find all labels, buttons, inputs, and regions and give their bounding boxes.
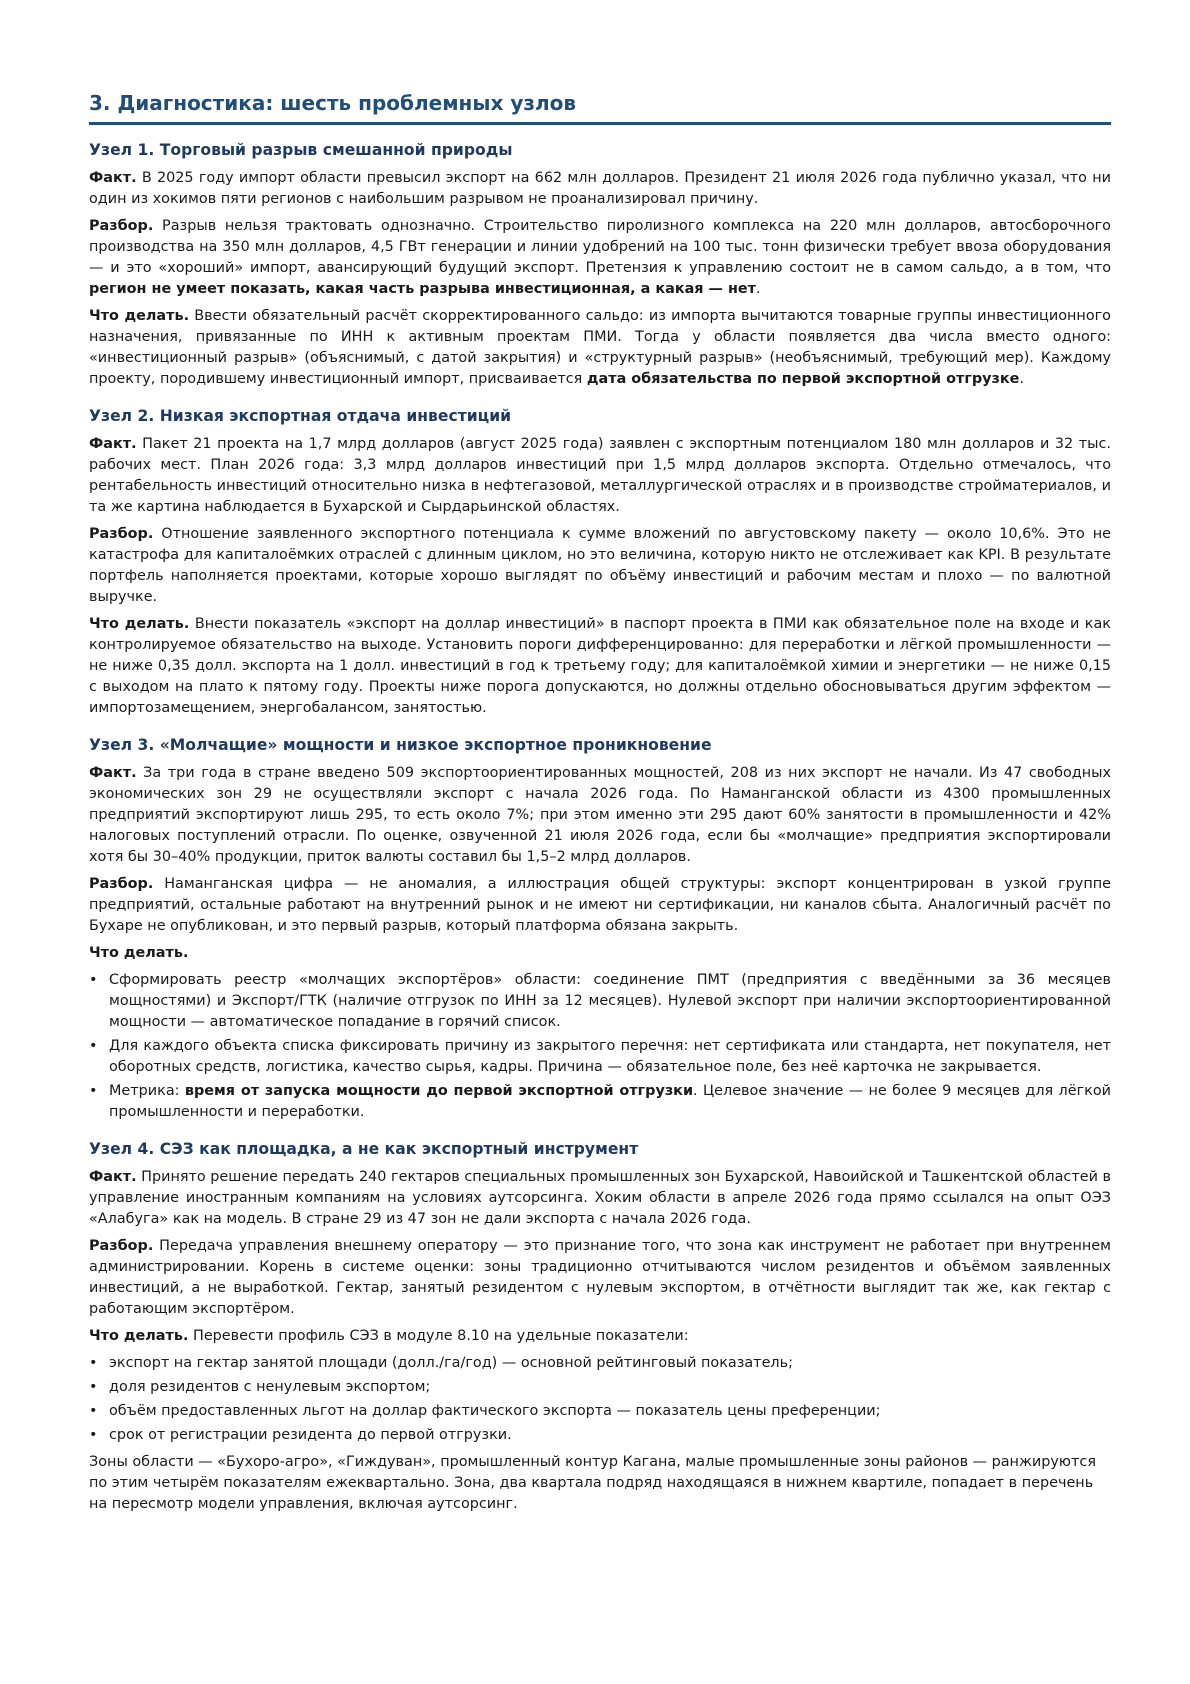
todo-label: Что делать. bbox=[89, 616, 190, 632]
section-title: 3. Диагностика: шесть проблемных узлов bbox=[89, 88, 1111, 125]
todo-label: Что делать. bbox=[89, 945, 189, 961]
list-item: • экспорт на гектар занятой площади (долл./га/год) — основной рейтинговый показатель; bbox=[109, 1353, 1111, 1374]
analysis-text: Передача управления внешнему оператору — это признание того, что зона как инструмент не работает при внутреннем администрировании. Корень в системе оценки: зоны традиционно отчитываются числом резидентов и объёмом заявленных инвестиций, а не выработкой. Гектар, занятый резидентом с нулевым экспортом, в отчётности выглядит так же, как гектар с работающим экспортёром. bbox=[89, 1238, 1111, 1317]
node-1-title: Узел 1. Торговый разрыв смешанной природы bbox=[89, 141, 513, 159]
node-3-fact bbox=[89, 763, 1111, 868]
analysis-emphasis: регион не умеет показать, какая часть разрыва инвестиционная, а какая — нет bbox=[89, 281, 756, 297]
todo-label: Что делать. bbox=[89, 308, 190, 324]
node-2 bbox=[89, 405, 1111, 719]
list-item: • доля резидентов с ненулевым экспортом; bbox=[109, 1377, 1111, 1398]
node-1 bbox=[89, 139, 1111, 390]
node-3-bullets bbox=[89, 970, 1111, 1123]
list-item: • срок от регистрации резидента до первой отгрузки. bbox=[109, 1425, 1111, 1446]
node-1-analysis bbox=[89, 216, 1111, 300]
node-1-fact bbox=[89, 168, 1111, 210]
analysis-label: Разбор. bbox=[89, 218, 154, 234]
fact-label: Факт. bbox=[89, 1169, 137, 1185]
fact-text: Пакет 21 проекта на 1,7 млрд долларов (август 2025 года) заявлен с экспортным потенциалом 180 млн долларов и 32 тыс. рабочих мест. План 2026 года: 3,3 млрд долларов инвестиций при 1,5 млрд долларов экспорта. Отдельно отмечалось, что рентабельность инвестиций относительно низка в нефтегазовой, металлургической отраслях и в производстве стройматериалов, и та же картина наблюдается в Бухарской и Сырдарьинской областях. bbox=[89, 436, 1111, 515]
node-3-title: Узел 3. «Молчащие» мощности и низкое экспортное проникновение bbox=[89, 736, 712, 754]
todo-text: Перевести профиль СЭЗ в модуле 8.10 на удельные показатели: bbox=[188, 1328, 689, 1344]
node-2-analysis bbox=[89, 524, 1111, 608]
analysis-label: Разбор. bbox=[89, 876, 154, 892]
metric-prefix: Метрика: bbox=[109, 1083, 185, 1099]
todo-text: Внести показатель «экспорт на доллар инвестиций» в паспорт проекта в ПМИ как обязательное поле на входе и как контролируемое обязательство на выходе. Установить пороги дифференцированно: для переработки и лёгкой промышленности — не ниже 0,35 долл. экспорта на 1 долл. инвестиций в год к третьему году; для капиталоёмкой химии и энергетики — не ниже 0,15 с выходом на плато к пятому году. Проекты ниже порога допускаются, но должны отдельно обосновываться другим эффектом — импортозамещением, энергобалансом, занятостью. bbox=[89, 616, 1111, 716]
todo-text: Ввести обязательный расчёт скорректированного сальдо: из импорта вычитаются товарные группы инвестиционного назначения, привязанные по ИНН к активным проектам ПМИ. Тогда у области появляется два числа вместо одного: «инвестиционный разрыв» (объяснимый, с датой закрытия) и «структурный разрыв» (необъяснимый, требующий мер). Каждому проекту, породившему инвестиционный импорт, присваивается bbox=[89, 308, 1111, 387]
node-3-todo-heading bbox=[89, 943, 1111, 964]
node-1-todo bbox=[89, 306, 1111, 390]
node-3 bbox=[89, 734, 1111, 1123]
fact-label: Факт. bbox=[89, 765, 137, 781]
list-item: • Для каждого объекта списка фиксировать причину из закрытого перечня: нет сертификата или стандарта, нет покупателя, нет оборотных средств, логистика, качество сырья, кадры. Причина — обязательное поле, без неё карточка не закрывается. bbox=[109, 1036, 1111, 1078]
analysis-label: Разбор. bbox=[89, 526, 154, 542]
node-2-title: Узел 2. Низкая экспортная отдача инвестиций bbox=[89, 407, 512, 425]
node-4 bbox=[89, 1138, 1111, 1515]
analysis-text-end: . bbox=[756, 281, 761, 297]
node-4-title: Узел 4. СЭЗ как площадка, а не как экспортный инструмент bbox=[89, 1140, 639, 1158]
node-3-analysis bbox=[89, 874, 1111, 937]
node-2-fact bbox=[89, 434, 1111, 518]
fact-label: Факт. bbox=[89, 436, 137, 452]
analysis-text: Отношение заявленного экспортного потенциала к сумме вложений по августовскому пакету — около 10,6%. Это не катастрофа для капиталоёмких отраслей с длинным циклом, но это величина, которую никто не отслеживает как KPI. В результате портфель наполняется проектами, которые хорошо выглядят по объёму инвестиций и рабочим местам и плохо — по валютной выручке. bbox=[89, 526, 1111, 605]
list-item-metric bbox=[109, 1081, 1111, 1123]
todo-label: Что делать. bbox=[89, 1328, 189, 1344]
node-4-bullets bbox=[89, 1353, 1111, 1446]
node-4-todo bbox=[89, 1326, 1111, 1347]
analysis-text: Наманганская цифра — не аномалия, а иллюстрация общей структуры: экспорт концентрирован в узкой группе предприятий, остальные работают на внутренний рынок и не имеют ни сертификации, ни каналов сбыта. Аналогичный расчёт по Бухаре не опубликован, и это первый разрыв, который платформа обязана закрыть. bbox=[89, 876, 1111, 934]
list-item: • Сформировать реестр «молчащих экспортёров» области: соединение ПМТ (предприятия с введёнными за 36 месяцев мощностями) и Экспорт/ГТК (наличие отгрузок по ИНН за 12 месяцев). Нулевой экспорт при наличии экспортоориентированной мощности — автоматическое попадание в горячий список. bbox=[109, 970, 1111, 1033]
node-4-closing: Зоны области — «Бухоро-агро», «Гиждуван», промышленный контур Кагана, малые промышленные зоны районов — ранжируются по этим четырём показателям ежеквартально. Зона, два квартала подряд находящаяся в нижнем квартиле, попадает в перечень на пересмотр модели управления, включая аутсорсинг. bbox=[89, 1454, 1096, 1512]
metric-suffix: . Целевое значение — не более 9 месяцев для лёгкой промышленности и переработки. bbox=[109, 1083, 1112, 1120]
metric-emphasis: время от запуска мощности до первой экспортной отгрузки bbox=[184, 1083, 694, 1099]
fact-text: За три года в стране введено 509 экспортоориентированных мощностей, 208 из них экспорт не начали. Из 47 свободных экономических зон 29 не осуществляли экспорт с начала 2026 года. По Наманганской области из 4300 промышленных предприятий экспортируют лишь 295, то есть около 7%; при этом именно эти 295 дают 60% занятости в промышленности и 42% налоговых поступлений отрасли. По оценке, озвученной 21 июля 2026 года, если бы «молчащие» предприятия экспортировали хотя бы 30–40% продукции, приток валюты составил бы 1,5–2 млрд долларов. bbox=[89, 765, 1111, 865]
node-4-fact bbox=[89, 1167, 1111, 1230]
fact-text: В 2025 году импорт области превысил экспорт на 662 млн долларов. Президент 21 июля 2026 года публично указал, что ни один из хокимов пяти регионов с наибольшим разрывом не проанализировал причину. bbox=[89, 170, 1111, 207]
fact-text: Принято решение передать 240 гектаров специальных промышленных зон Бухарской, Навоийской и Ташкентской областей в управление иностранным компаниям на условиях аутсорсинга. Хоким области в апреле 2026 года прямо ссылался на опыт ОЭЗ «Алабуга» как на модель. В стране 29 из 47 зон не дали экспорта с начала 2026 года. bbox=[89, 1169, 1111, 1227]
node-4-analysis bbox=[89, 1236, 1111, 1320]
todo-text-end: . bbox=[1019, 371, 1025, 387]
node-2-todo bbox=[89, 614, 1111, 719]
todo-emphasis: дата обязательства по первой экспортной отгрузке bbox=[586, 371, 1020, 387]
fact-label: Факт. bbox=[89, 170, 137, 186]
list-item: • объём предоставленных льгот на доллар фактического экспорта — показатель цены преференции; bbox=[109, 1401, 1111, 1422]
analysis-label: Разбор. bbox=[89, 1238, 154, 1254]
analysis-text: Разрыв нельзя трактовать однозначно. Строительство пиролизного комплекса на 220 млн долларов, автосборочного производства на 350 млн долларов, 4,5 ГВт генерации и линии удобрений на 100 тыс. тонн физически требует ввоза оборудования — и это «хороший» импорт, авансирующий будущий экспорт. Претензия к управлению состоит не в самом сальдо, а в том, что bbox=[89, 218, 1111, 276]
